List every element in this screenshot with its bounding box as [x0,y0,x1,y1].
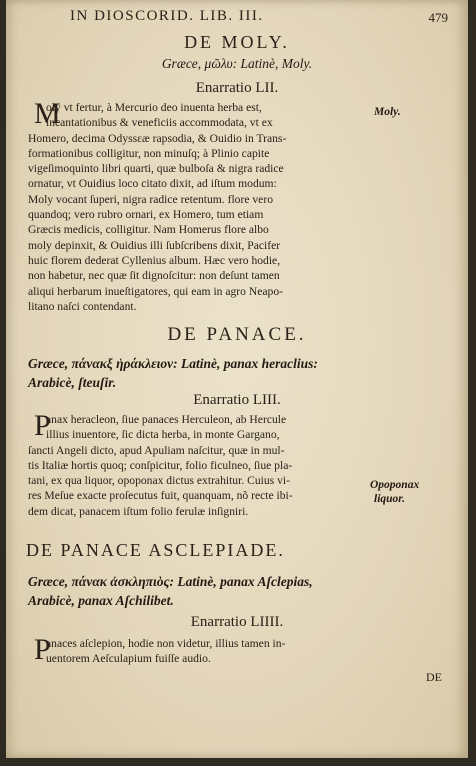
text-line: uentorem Aeſculapium fuiſſe audio. [46,652,211,666]
text-line: tis Italiæ hortis quoq; conſpicitur, folio ficulneo, ſiue pla- [28,458,293,472]
text-line: anax heracleon, ſiue panaces Herculeon, ab Hercule [46,413,287,426]
text-line: incantationibus & veneficiis accommodata, vt ex [46,116,273,130]
text-line: ſancti Angeli dicto, apud Apuliam naſcitur, quæ in mul- [28,443,285,457]
text-line: oly vt fertur, à Mercurio deo inuenta herba est, [46,101,262,114]
catchword: DE [426,670,442,684]
text-line: Moly vocant ſuperi, nigra radice retentum. flore vero [28,192,273,206]
moly-paragraph [28,97,368,314]
text-line: illius inuentore, ſic dicta herba, in monte Gargano, [46,428,280,442]
section-title-panace-asclepiade: DE PANACE ASCLEPIADE. [26,540,285,560]
subtitle-line: Arabicè, panax Aſchilibet. [28,593,174,608]
drop-initial-p: P [34,409,51,442]
enarratio-heading-52: Enarratio LII. [195,80,279,96]
page-number: 479 [428,10,448,25]
text-line: ornatur, vt Ouidius loco citato dixit, ad iſtum modum: [28,177,277,191]
text-line: formationibus colligitur, non minuſq; à Plinio capite [28,146,270,160]
text-line: anaces aſclepion, hodie non videtur, illius tamen in- [46,637,286,650]
section-subtitle-moly: Græce, μῶλυ: Latinè, Moly. [161,56,313,71]
drop-initial-p: P [34,633,51,666]
text-line: litano naſci contendant. [28,299,137,313]
section-title-moly: DE MOLY. [184,32,290,52]
asclepiade-paragraph [28,633,368,667]
subtitle-line: Arabicè, ſteuſir. [28,375,117,390]
text-line: dem dicat, panacem iſtum folio ferulæ inſigniri. [28,504,249,518]
text-line: Homero, decima Odyssεæ rapsodia, & Ouidio in Trans- [28,131,287,145]
margin-note-line: liquor. [374,493,406,505]
section-subtitle-asclepiade [28,572,373,610]
drop-initial-m: M [34,97,61,130]
subtitle-line: Græce, πάνακ ἀσκληπιὸς: Latinè, panax Aſclepias, [28,574,313,589]
subtitle-line: Græce, πάνακξ ἡράκλειον: Latinè, panax heraclius: [28,356,318,371]
text-line: res Meſue exacte proſecutus fuit, quanquam, nõ recte ibi- [28,489,293,503]
text-line: aliqui herbarum inueſtigatores, qui eam in agro Neapo- [28,284,283,298]
text-line: non habetur, nec quæ ſit dignoſcitur: non deſunt tamen [28,269,280,283]
text-line: huic florem dederat Cyllenius album. Hæc vero hodie, [28,253,281,267]
enarratio-heading-53: Enarratio LIII. [193,392,281,408]
enarratio-heading-54: Enarratio LIIII. [190,614,284,630]
section-title-panace: DE PANACE. [167,324,307,345]
margin-note-opoponax [370,478,462,506]
text-line: moly depinxit, & Ouidius illi ſubſcribens dixit, Pacifer [28,238,281,252]
running-head: IN DIOSCORID. LIB. III. [70,8,264,24]
panace-paragraph [28,409,368,519]
text-line: tani, ex qua liquor, opoponax dictus extrahitur. Cuius vi- [28,474,290,488]
text-line: Græcis medicis, colligitur. Nam Homerus flore albo [28,223,269,237]
section-subtitle-panace [28,354,373,392]
margin-note-moly: Moly. [374,106,401,118]
text-line: quandoq; vero rubro ornari, ex Homero, tum etiam [28,208,264,222]
text-line: vigeſimoquinto libri quarti, quæ bulboſa & nigra radice [28,162,284,176]
margin-note-line: Opoponax [370,479,420,491]
book-page [6,0,468,758]
